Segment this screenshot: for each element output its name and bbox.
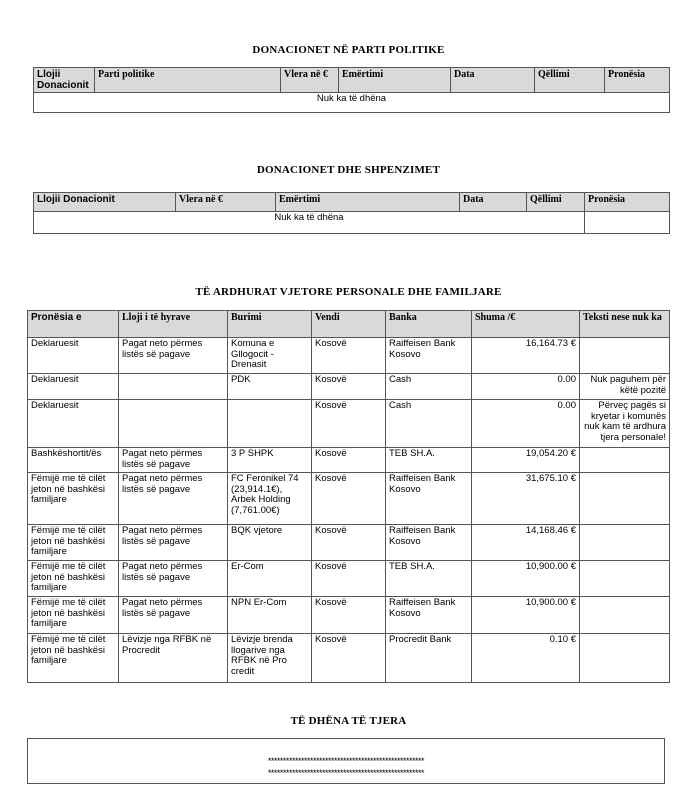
table-row xyxy=(28,338,670,374)
cell-bank: Cash xyxy=(386,400,472,448)
other-data-title: TË DHËNA TË TJERA xyxy=(290,715,407,727)
col-header-name: Emërtimi xyxy=(339,68,451,93)
cell-income-type: Pagat neto përmes listës së pagave xyxy=(119,338,228,374)
cell-income-type: Pagat neto përmes listës së pagave xyxy=(119,561,228,597)
empty-row-text: Nuk ka të dhëna xyxy=(34,93,670,113)
cell-amount: 0.00 xyxy=(472,374,580,400)
col-header-ownership: Pronësia e xyxy=(28,311,119,338)
table-row xyxy=(28,473,670,525)
cell-income-type xyxy=(119,400,228,448)
cell-income-type: Lëvizje nga RFBK në Procredit xyxy=(119,634,228,683)
col-header-amount: Shuma /€ xyxy=(472,311,580,338)
col-header-source: Burimi xyxy=(228,311,312,338)
empty-cell xyxy=(585,212,670,234)
table-row xyxy=(28,561,670,597)
col-header-country: Vendi xyxy=(312,311,386,338)
cell-amount: 14,168.46 € xyxy=(472,525,580,561)
income-table xyxy=(27,310,670,683)
cell-note xyxy=(580,561,670,597)
table-row xyxy=(28,525,670,561)
cell-source: Lëvizje brenda llogarive nga RFBK në Pro credit xyxy=(228,634,312,683)
cell-ownership: Bashkëshortit/ës xyxy=(28,448,119,473)
cell-country: Kosovë xyxy=(312,448,386,473)
empty-row-text: Nuk ka të dhëna xyxy=(34,212,585,234)
col-header-income-type: Lloji i të hyrave xyxy=(119,311,228,338)
cell-bank: Cash xyxy=(386,374,472,400)
cell-ownership: Fëmijë me të cilët jeton në bashkësi familjare xyxy=(28,634,119,683)
cell-amount: 19,054.20 € xyxy=(472,448,580,473)
cell-amount: 0.00 xyxy=(472,400,580,448)
col-header-ownership: Pronësia xyxy=(585,193,670,212)
col-header-ownership: Pronësia xyxy=(605,68,670,93)
cell-note xyxy=(580,473,670,525)
income-title: TË ARDHURAT VJETORE PERSONALE DHE FAMILJARE xyxy=(195,286,502,298)
cell-amount: 10,900.00 € xyxy=(472,561,580,597)
donations-parties-title: DONACIONET NË PARTI POLITIKE xyxy=(252,44,445,56)
cell-bank: Raiffeisen Bank Kosovo xyxy=(386,338,472,374)
cell-amount: 10,900.00 € xyxy=(472,597,580,634)
cell-country: Kosovë xyxy=(312,597,386,634)
donations-parties-table xyxy=(33,67,670,113)
cell-income-type: Pagat neto përmes listës së pagave xyxy=(119,473,228,525)
cell-ownership: Fëmijë me të cilët jeton në bashkësi familjare xyxy=(28,597,119,634)
cell-source: PDK xyxy=(228,374,312,400)
cell-income-type xyxy=(119,374,228,400)
cell-country: Kosovë xyxy=(312,634,386,683)
table-row xyxy=(28,597,670,634)
cell-source: BQK vjetore xyxy=(228,525,312,561)
cell-income-type: Pagat neto përmes listës së pagave xyxy=(119,597,228,634)
cell-bank: TEB SH.A. xyxy=(386,561,472,597)
cell-income-type: Pagat neto përmes listës së pagave xyxy=(119,525,228,561)
cell-note: Përveç pagës si kryetar i komunës nuk kam të ardhura tjera personale! xyxy=(580,400,670,448)
cell-amount: 31,675.10 € xyxy=(472,473,580,525)
masked-line: **************************************************** xyxy=(267,756,425,766)
cell-ownership: Deklaruesit xyxy=(28,338,119,374)
cell-income-type: Pagat neto përmes listës së pagave xyxy=(119,448,228,473)
cell-bank: Raiffeisen Bank Kosovo xyxy=(386,597,472,634)
col-header-note: Teksti nese nuk ka xyxy=(580,311,670,338)
cell-note xyxy=(580,525,670,561)
col-header-political-party: Parti politike xyxy=(95,68,281,93)
cell-ownership: Deklaruesit xyxy=(28,374,119,400)
cell-source: FC Feronikel 74 (23,914.1€), Arbek Holding (7,761.00€) xyxy=(228,473,312,525)
cell-country: Kosovë xyxy=(312,561,386,597)
cell-note xyxy=(580,634,670,683)
cell-amount: 0.10 € xyxy=(472,634,580,683)
cell-source: Er-Com xyxy=(228,561,312,597)
cell-country: Kosovë xyxy=(312,400,386,448)
col-header-donation-type: Llojii Donacionit xyxy=(34,193,176,212)
cell-note xyxy=(580,448,670,473)
table-row xyxy=(28,634,670,683)
cell-note xyxy=(580,338,670,374)
other-data-box xyxy=(27,738,665,784)
col-header-purpose: Qëllimi xyxy=(535,68,605,93)
col-header-value: Vlera në € xyxy=(176,193,276,212)
col-header-date: Data xyxy=(460,193,527,212)
col-header-date: Data xyxy=(451,68,535,93)
table-row xyxy=(28,374,670,400)
cell-source xyxy=(228,400,312,448)
cell-source: 3 P SHPK xyxy=(228,448,312,473)
col-header-name: Emërtimi xyxy=(276,193,460,212)
cell-bank: TEB SH.A. xyxy=(386,448,472,473)
table-row xyxy=(28,448,670,473)
cell-ownership: Fëmijë me të cilët jeton në bashkësi familjare xyxy=(28,525,119,561)
table-row xyxy=(28,400,670,448)
col-header-value: Vlera në € xyxy=(281,68,339,93)
cell-bank: Raiffeisen Bank Kosovo xyxy=(386,525,472,561)
cell-country: Kosovë xyxy=(312,338,386,374)
cell-amount: 16,164.73 € xyxy=(472,338,580,374)
cell-source: Komuna e Gllogocit - Drenasit xyxy=(228,338,312,374)
cell-country: Kosovë xyxy=(312,374,386,400)
masked-line: **************************************************** xyxy=(267,768,425,778)
cell-bank: Procredit Bank xyxy=(386,634,472,683)
cell-ownership: Deklaruesit xyxy=(28,400,119,448)
cell-note: Nuk paguhem për këtë pozitë xyxy=(580,374,670,400)
cell-bank: Raiffeisen Bank Kosovo xyxy=(386,473,472,525)
col-header-purpose: Qëllimi xyxy=(527,193,585,212)
col-header-bank: Banka xyxy=(386,311,472,338)
cell-country: Kosovë xyxy=(312,525,386,561)
donations-expenses-title: DONACIONET DHE SHPENZIMET xyxy=(256,164,441,176)
cell-note xyxy=(580,597,670,634)
donations-expenses-table xyxy=(33,192,670,234)
cell-country: Kosovë xyxy=(312,473,386,525)
col-header-donation-type: Llojii Donacionit xyxy=(34,68,95,93)
cell-source: NPN Er-Com xyxy=(228,597,312,634)
cell-ownership: Fëmijë me të cilët jeton në bashkësi familjare xyxy=(28,561,119,597)
cell-ownership: Fëmijë me të cilët jeton në bashkësi familjare xyxy=(28,473,119,525)
